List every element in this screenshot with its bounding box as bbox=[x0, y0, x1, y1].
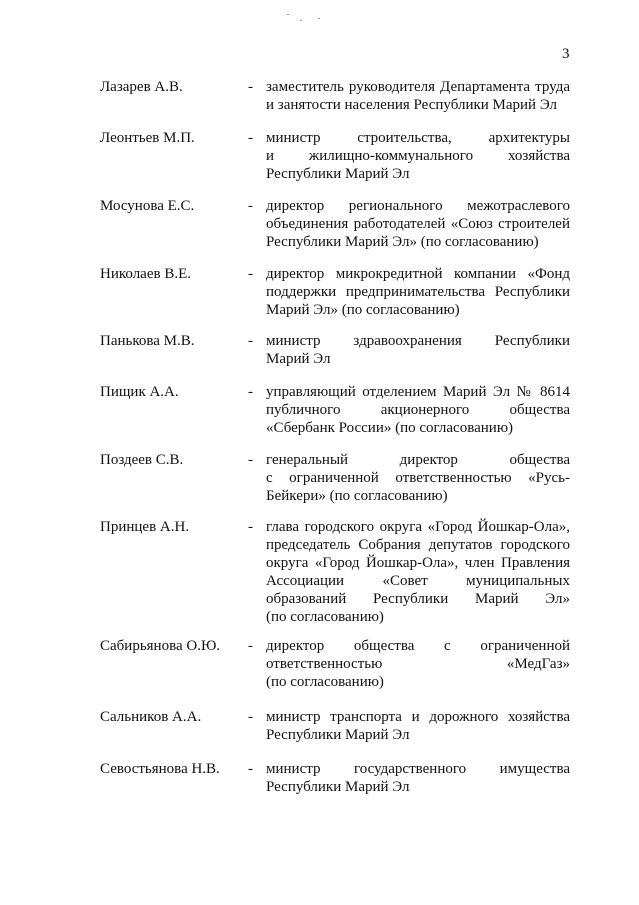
position-line: министр государственного имущества bbox=[266, 761, 570, 777]
position-line: (по согласованию) bbox=[266, 609, 384, 625]
member-name: Поздеев С.В. bbox=[100, 452, 184, 468]
position-line: управляющий отделением Марий Эл № 8614 bbox=[266, 384, 570, 400]
position-line: председатель Собрания депутатов городского bbox=[266, 537, 570, 553]
member-name: Сабирьянова О.Ю. bbox=[100, 638, 221, 654]
entry-dash: - bbox=[248, 79, 253, 95]
entry-dash: - bbox=[248, 452, 253, 468]
position-line: министр здравоохранения Республики bbox=[266, 333, 570, 349]
member-position bbox=[266, 760, 570, 796]
position-line: Марий Эл bbox=[266, 351, 331, 367]
position-line: ответственностью «МедГаз» bbox=[266, 656, 570, 672]
position-line: Бейкери» (по согласованию) bbox=[266, 488, 448, 504]
position-line: с ограниченной ответственностью «Русь- bbox=[266, 470, 570, 486]
member-position bbox=[266, 197, 570, 251]
position-line: генеральный директор общества bbox=[266, 452, 570, 468]
member-name: Лазарев А.В. bbox=[100, 79, 183, 95]
position-line: заместитель руководителя Департамента труда bbox=[266, 79, 570, 95]
position-line: и жилищно-коммунального хозяйства bbox=[266, 148, 570, 164]
position-line: Республики Марий Эл bbox=[266, 779, 410, 795]
entry-dash: - bbox=[248, 384, 253, 400]
position-line: министр строительства, архитектуры bbox=[266, 130, 570, 146]
member-position bbox=[266, 129, 570, 183]
entry-dash: - bbox=[248, 333, 253, 349]
page-number: 3 bbox=[562, 46, 570, 62]
position-line: директор микрокредитной компании «Фонд bbox=[266, 266, 570, 282]
member-position bbox=[266, 451, 570, 505]
member-position bbox=[266, 383, 570, 437]
entry-dash: - bbox=[248, 709, 253, 725]
member-position bbox=[266, 637, 570, 691]
position-line: образований Республики Марий Эл» bbox=[266, 591, 570, 607]
position-line: и занятости населения Республики Марий Эл bbox=[266, 97, 558, 113]
member-position bbox=[266, 708, 570, 744]
member-name: Принцев А.Н. bbox=[100, 519, 190, 535]
member-position bbox=[266, 332, 570, 368]
member-position bbox=[266, 265, 570, 319]
position-line: (по согласованию) bbox=[266, 674, 384, 690]
entry-dash: - bbox=[248, 519, 253, 535]
entry-dash: - bbox=[248, 130, 253, 146]
position-line: Республики Марий Эл» (по согласованию) bbox=[266, 234, 539, 250]
entry-dash: - bbox=[248, 198, 253, 214]
member-name: Мосунова Е.С. bbox=[100, 198, 195, 214]
position-line: Республики Марий Эл bbox=[266, 727, 410, 743]
position-line: директор общества с ограниченной bbox=[266, 638, 570, 654]
member-position bbox=[266, 78, 570, 114]
member-name: Леонтьев М.П. bbox=[100, 130, 195, 146]
entry-dash: - bbox=[248, 266, 253, 282]
position-line: «Сбербанк России» (по согласованию) bbox=[266, 420, 514, 436]
member-name: Панькова М.В. bbox=[100, 333, 195, 349]
position-line: директор регионального межотраслевого bbox=[266, 198, 570, 214]
entry-dash: - bbox=[248, 761, 253, 777]
position-line: публичного акционерного общества bbox=[266, 402, 570, 418]
scan-speck bbox=[287, 14, 289, 15]
position-line: Республики Марий Эл bbox=[266, 166, 410, 182]
position-line: Марий Эл» (по согласованию) bbox=[266, 302, 460, 318]
member-name: Пищик А.А. bbox=[100, 384, 179, 400]
member-name: Николаев В.Е. bbox=[100, 266, 191, 282]
position-line: глава городского округа «Город Йошкар-Ола», bbox=[266, 519, 570, 535]
member-name: Севостьянова Н.В. bbox=[100, 761, 220, 777]
position-line: Ассоциации «Совет муниципальных bbox=[266, 573, 570, 589]
member-position bbox=[266, 518, 570, 626]
member-name: Сальников А.А. bbox=[100, 709, 202, 725]
scan-speck bbox=[318, 18, 320, 19]
scan-speck bbox=[300, 20, 302, 21]
position-line: объединения работодателей «Союз строителей bbox=[266, 216, 570, 232]
position-line: министр транспорта и дорожного хозяйства bbox=[266, 709, 570, 725]
position-line: округа «Город Йошкар-Ола», член Правления bbox=[266, 555, 570, 571]
position-line: поддержки предпринимательства Республики bbox=[266, 284, 570, 300]
entry-dash: - bbox=[248, 638, 253, 654]
